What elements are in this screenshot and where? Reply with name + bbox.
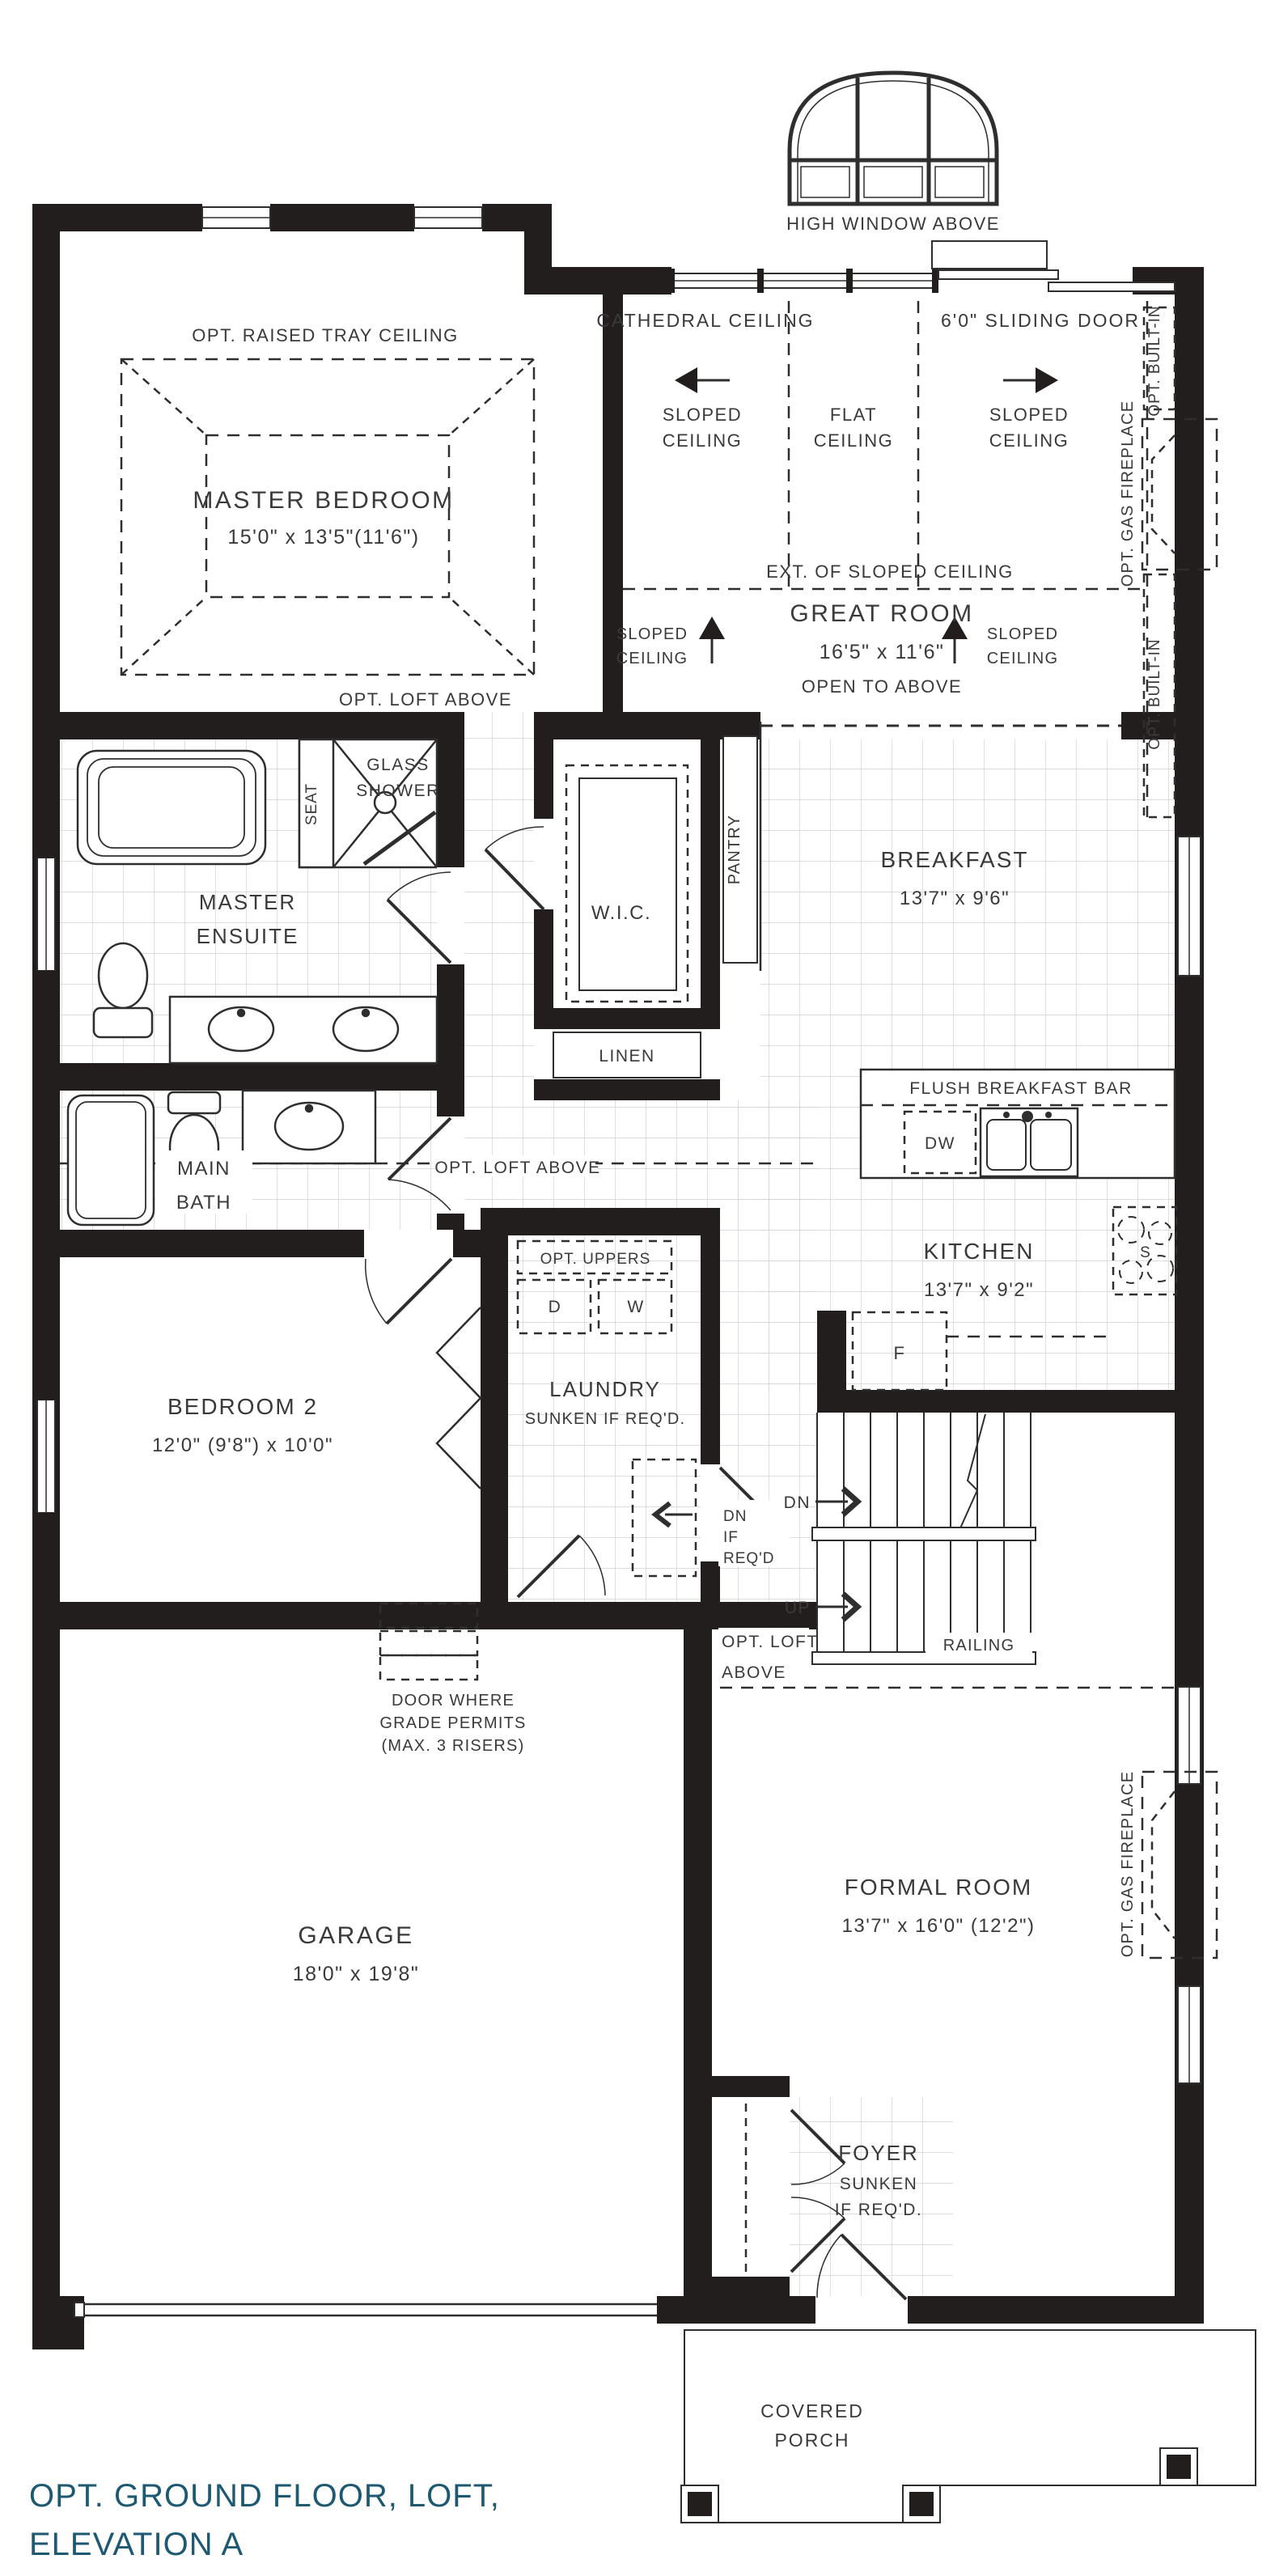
breakfast-dims: 13'7" x 9'6" <box>899 888 1010 909</box>
garage-door <box>74 2303 657 2317</box>
door-grade-label: (MAX. 3 RISERS) <box>381 1737 525 1755</box>
bifold-closet-doors <box>437 1307 481 1489</box>
fridge-label: F <box>893 1343 906 1363</box>
main-bath-label: BATH <box>176 1192 232 1214</box>
kitchen-sink-icon <box>981 1108 1078 1176</box>
opt-loft-stairs-label: ABOVE <box>722 1663 786 1682</box>
covered-porch-label: COVERED <box>760 2400 864 2421</box>
gr-sloped-right-label: CEILING <box>986 650 1059 667</box>
sliding-door-label: 6'0" SLIDING DOOR <box>941 310 1140 331</box>
seat-label: SEAT <box>303 782 320 826</box>
washer-label: W <box>627 1298 645 1316</box>
dn-label: DN <box>783 1493 811 1512</box>
corridor-floor <box>464 712 534 1100</box>
kitchen-label: KITCHEN <box>923 1239 1035 1264</box>
flush-breakfast-bar-label: FLUSH BREAKFAST BAR <box>909 1079 1133 1098</box>
dishwasher-label: DW <box>925 1134 955 1153</box>
door-grade-label: DOOR WHERE <box>392 1692 515 1710</box>
glass-shower-label: GLASS <box>366 756 430 774</box>
railing-label: RAILING <box>942 1637 1015 1654</box>
master-bedroom-dims: 15'0" x 13'5"(11'6") <box>227 526 420 549</box>
porch-post <box>903 2485 940 2523</box>
title-line-2: ELEVATION A <box>29 2527 244 2562</box>
sloped-ceiling-left-label: CEILING <box>662 430 743 451</box>
dn-if-reqd-label: REQ'D <box>723 1550 775 1567</box>
glass-shower-label: SHOWER <box>356 782 440 800</box>
wic-shelving <box>566 765 688 1002</box>
sloped-ceiling-right-label: CEILING <box>989 430 1070 451</box>
formal-room-label: FORMAL ROOM <box>844 1875 1033 1900</box>
bedroom2-window <box>32 1393 60 1519</box>
opt-loft-mbr-label: OPT. LOFT ABOVE <box>338 689 513 710</box>
sloped-ceiling-left-label: SLOPED <box>662 405 743 425</box>
sloped-ceiling-right-label: SLOPED <box>989 405 1070 425</box>
master-ensuite-label: ENSUITE <box>196 924 299 948</box>
breakfast-window <box>1178 837 1201 976</box>
master-bedroom-window <box>202 207 270 228</box>
gr-sloped-right-label: SLOPED <box>986 625 1059 643</box>
tray-ceiling <box>121 359 534 675</box>
master-ensuite-label: MASTER <box>198 890 297 914</box>
door-grade-label: GRADE PERMITS <box>379 1714 527 1732</box>
porch-outline <box>684 2330 1256 2523</box>
toilet-icon <box>94 943 152 1037</box>
great-room-window-band <box>668 269 938 293</box>
up-arrow <box>815 1594 858 1620</box>
sloped-left-arrow <box>675 367 730 393</box>
tray-ceiling-label: OPT. RAISED TRAY CEILING <box>192 325 459 345</box>
opt-loft-hall-label: OPT. LOFT ABOVE <box>434 1159 601 1177</box>
flat-ceiling-label: CEILING <box>813 430 894 451</box>
sloped-right-arrow <box>1003 367 1058 393</box>
master-bedroom-label: MASTER BEDROOM <box>193 487 455 514</box>
stove-label: S <box>1140 1244 1151 1261</box>
pantry-label: PANTRY <box>726 814 743 885</box>
vanity-icon <box>243 1091 375 1163</box>
ext-sloped-label: EXT. OF SLOPED CEILING <box>766 561 1014 582</box>
cathedral-ceiling-label: CATHEDRAL CEILING <box>596 310 815 331</box>
formal-room-window <box>1178 1986 1201 2083</box>
covered-porch <box>681 2330 1256 2523</box>
open-to-above-label: OPEN TO ABOVE <box>801 676 963 697</box>
gr-sloped-left-label: CEILING <box>616 650 688 667</box>
ensuite-window <box>32 851 60 977</box>
bedroom2-door <box>364 1230 453 1324</box>
main-bath-label: MAIN <box>177 1158 231 1180</box>
high-window-label: HIGH WINDOW ABOVE <box>786 214 1000 234</box>
plan-title <box>29 2478 500 2562</box>
high-window-icon <box>790 73 1047 269</box>
garage-label: GARAGE <box>298 1922 414 1949</box>
garage-dims: 18'0" x 19'8" <box>292 1963 420 1985</box>
up-label: UP <box>784 1599 811 1617</box>
staircase <box>812 1413 1036 1664</box>
foyer-label: FOYER <box>838 2141 919 2165</box>
laundry-note: SUNKEN IF REQ'D. <box>524 1410 686 1428</box>
great-room-label: GREAT ROOM <box>790 600 974 627</box>
bay-projection <box>932 241 1047 269</box>
bedroom2-dims: 12'0" (9'8") x 10'0" <box>151 1434 334 1456</box>
foyer-note: IF REQ'D. <box>834 2201 923 2219</box>
title-line-1: OPT. GROUND FLOOR, LOFT, <box>29 2478 500 2514</box>
fireplace-firebox <box>1152 1791 1175 1938</box>
opt-uppers-label: OPT. UPPERS <box>540 1251 651 1268</box>
kitchen-dims: 13'7" x 9'2" <box>923 1279 1035 1301</box>
porch-post <box>1160 2448 1197 2485</box>
linen-label: LINEN <box>599 1047 655 1066</box>
bedroom2-label: BEDROOM 2 <box>167 1394 319 1419</box>
opt-built-in-bottom-label: OPT. BUILT-IN <box>1146 638 1163 750</box>
dryer-label: D <box>548 1298 562 1316</box>
double-vanity-icon <box>170 997 437 1063</box>
formal-room-dims: 13'7" x 16'0" (12'2") <box>841 1915 1036 1937</box>
stair-landing-bar <box>812 1527 1036 1540</box>
foyer-note: SUNKEN <box>839 2175 918 2193</box>
stair-break-line <box>956 1414 985 1537</box>
opt-gas-fireplace-label: OPT. GAS FIREPLACE <box>1119 400 1137 587</box>
flat-ceiling-label: FLAT <box>829 405 878 425</box>
dn-if-reqd-label: DN <box>723 1508 748 1525</box>
tiled-floors <box>60 712 1175 2296</box>
breakfast-label: BREAKFAST <box>880 847 1029 872</box>
formal-room-window <box>1178 1687 1201 1784</box>
laundry-label: LAUNDRY <box>549 1377 661 1401</box>
master-bedroom-window <box>414 207 482 228</box>
fireplace-firebox <box>1152 435 1175 553</box>
great-room-up-arrow-left <box>699 616 725 663</box>
covered-porch-label: PORCH <box>774 2430 850 2451</box>
dn-arrow <box>815 1489 858 1515</box>
opt-gas-fireplace-formal-label: OPT. GAS FIREPLACE <box>1119 1770 1137 1958</box>
great-room-dims: 16'5" x 11'6" <box>819 641 945 663</box>
wic-label: W.I.C. <box>591 902 652 924</box>
dn-if-reqd-label: IF <box>723 1529 739 1546</box>
gr-sloped-left-label: SLOPED <box>616 625 688 643</box>
porch-post <box>681 2485 718 2523</box>
opt-loft-stairs-label: OPT. LOFT <box>722 1633 819 1651</box>
opt-built-in-top-label: OPT. BUILT-IN <box>1146 305 1163 417</box>
